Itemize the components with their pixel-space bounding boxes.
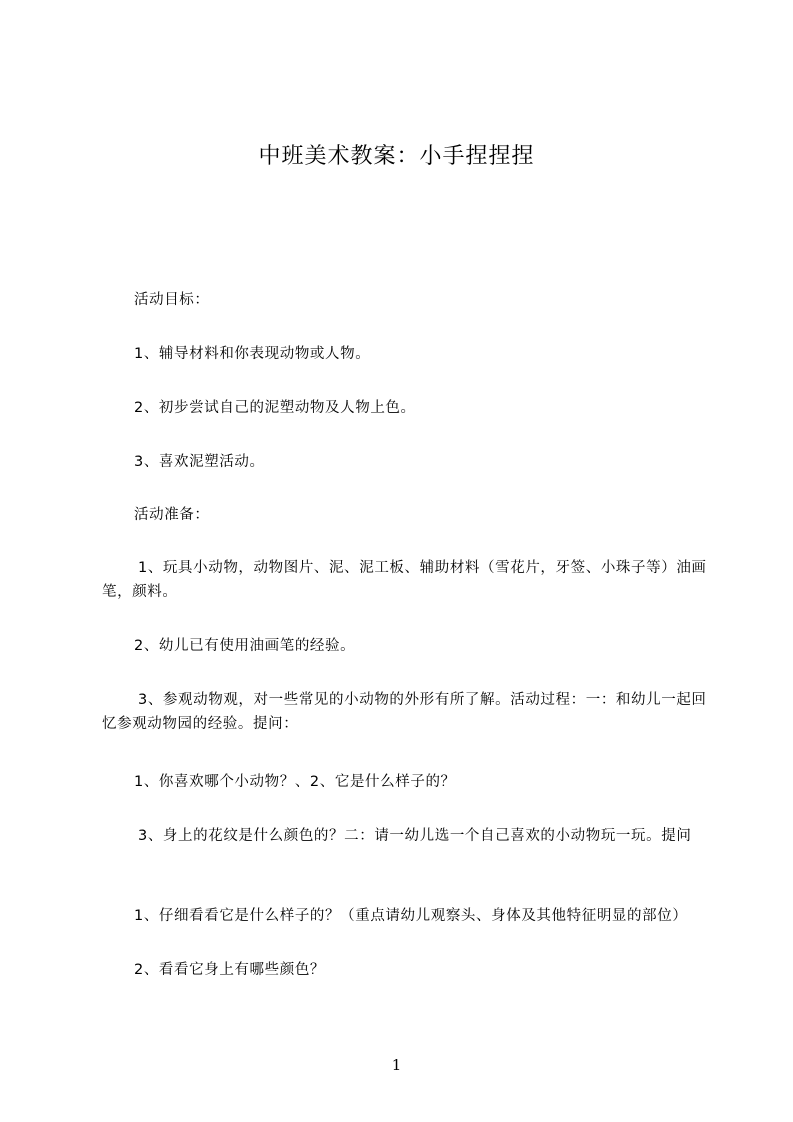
- paragraph-prep-1: 1、玩具小动物，动物图片、泥、泥工板、辅助材料（雪花片，牙签、小珠子等）油画笔，颜料。: [102, 560, 707, 600]
- paragraph-observe-2: 2、看看它身上有哪些颜色？: [134, 962, 326, 978]
- paragraph-goal-2: 2、初步尝试自己的泥塑动物及人物上色。: [134, 400, 416, 416]
- page-number: 1: [391, 1056, 402, 1074]
- paragraph-prep-2: 2、幼儿已有使用油画笔的经验。: [134, 638, 356, 654]
- paragraph-question-3: 3、身上的花纹是什么颜色的？二：请一幼儿选一个自己喜欢的小动物玩一玩。提问: [138, 828, 692, 844]
- paragraph-question-1-2: 1、你喜欢哪个小动物？、2、它是什么样子的？: [134, 774, 456, 790]
- paragraph-observe-1: 1、仔细看看它是什么样子的？（重点请幼儿观察头、身体及其他特征明显的部位）: [134, 908, 688, 924]
- paragraph-goal-3: 3、喜欢泥塑活动。: [134, 454, 265, 470]
- paragraph-prep-heading: 活动准备：: [134, 507, 210, 523]
- paragraph-goals-heading: 活动目标：: [134, 292, 210, 308]
- paragraph-goal-1: 1、辅导材料和你表现动物或人物。: [134, 346, 371, 362]
- paragraph-prep-3: 3、参观动物观，对一些常见的小动物的外形有所了解。活动过程：一：和幼儿一起回忆参观动物园的经验。提问：: [102, 692, 707, 732]
- document-title: 中班美术教案：小手捏捏捏: [258, 144, 535, 169]
